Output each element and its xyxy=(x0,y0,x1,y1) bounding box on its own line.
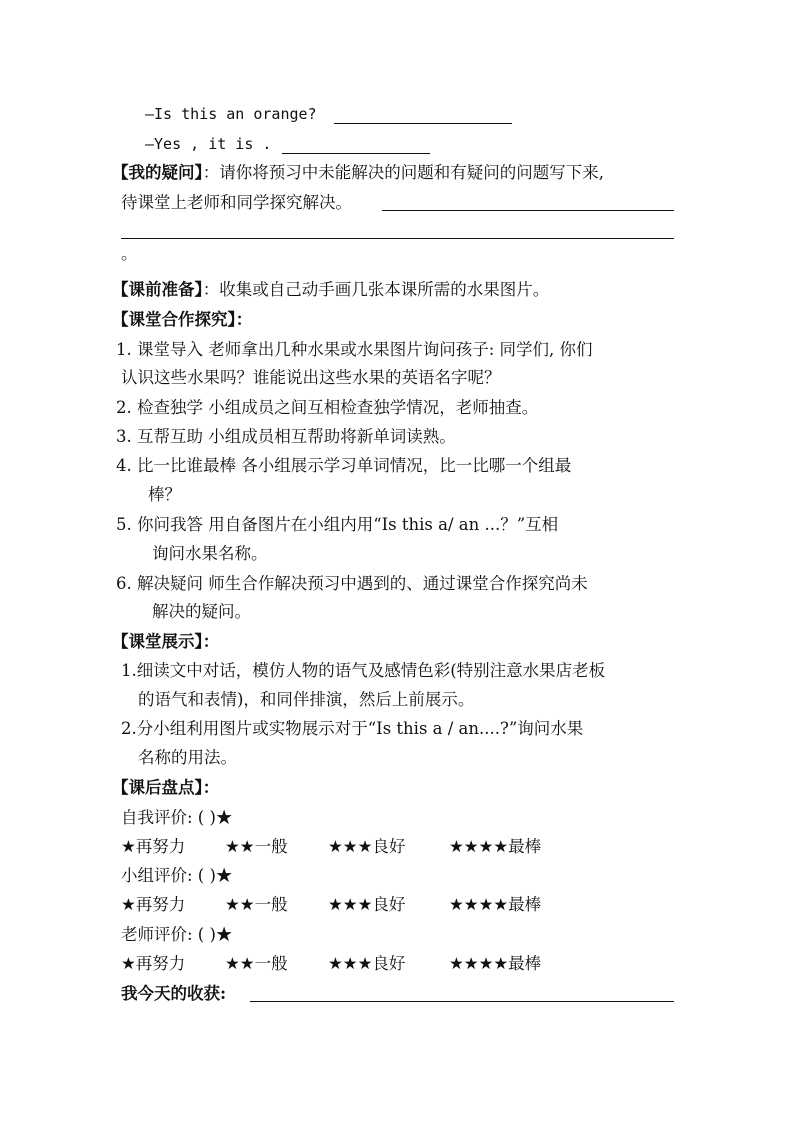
group-evaluation-levels xyxy=(121,895,541,915)
level-try-harder[interactable]: ★再努力 xyxy=(121,837,186,856)
questions-heading: 【我的疑问】 xyxy=(112,163,203,182)
group-evaluation-label: 小组评价: ( )★ xyxy=(121,866,233,885)
dialogue-question xyxy=(145,104,512,124)
prep-text: ：收集或自己动手画几张本课所需的水果图片。 xyxy=(202,280,550,299)
teacher-evaluation-label: 老师评价: ( )★ xyxy=(121,925,233,944)
explore-item-3: 3. 互帮互助 小组成员相互帮助将新单词读熟。 xyxy=(116,427,456,446)
dialogue-question-text: —Is this an orange? xyxy=(145,105,317,123)
harvest-blank[interactable] xyxy=(250,1001,674,1002)
level-try-harder[interactable]: ★再努力 xyxy=(121,954,186,973)
explore-item-1-l2: 认识这些水果吗？谁能说出这些水果的英语名字呢？ xyxy=(121,368,501,387)
explore-item-5-l2: 询问水果名称。 xyxy=(152,544,268,563)
show-item-2-l2: 名称的用法。 xyxy=(138,748,237,767)
level-good[interactable]: ★★★良好 xyxy=(328,837,406,856)
questions-text-1: ：请你将预习中未能解决的问题和有疑问的问题写下来, xyxy=(202,163,604,182)
show-item-2-l1: 2.分小组利用图片或实物展示对于“Is this a / an....?”询问水果 xyxy=(121,719,584,738)
show-colon: ： xyxy=(202,632,220,651)
show-heading: 【课堂展示】 xyxy=(112,632,203,651)
explore-item-4-l2: 棒？ xyxy=(148,485,181,504)
explore-item-6-l1: 6. 解决疑问 师生合作解决预习中遇到的、通过课堂合作探究尚未 xyxy=(116,574,588,593)
questions-line-1 xyxy=(112,163,604,183)
questions-line-2 xyxy=(121,193,352,213)
explore-item-1-l1: 1. 课堂导入 老师拿出几种水果或水果图片询问孩子: 同学们, 你们 xyxy=(116,340,593,359)
answer-blank-1[interactable] xyxy=(334,107,512,124)
explore-item-2: 2. 检查独学 小组成员之间互相检查独学情况，老师抽查。 xyxy=(116,398,539,417)
self-evaluation-label: 自我评价: ( )★ xyxy=(121,808,233,827)
questions-blank-2[interactable] xyxy=(121,238,674,239)
questions-blank-1[interactable] xyxy=(382,210,674,211)
review-heading: 【课后盘点】 xyxy=(112,778,203,797)
explore-colon: ： xyxy=(235,310,253,329)
teacher-evaluation-levels xyxy=(121,954,541,974)
review-heading-line xyxy=(112,778,219,798)
explore-item-6-l2: 解决的疑问。 xyxy=(152,602,251,621)
dialogue-answer-text: —Yes , it is . xyxy=(145,135,272,153)
explore-heading-line xyxy=(112,310,252,330)
questions-end: 。 xyxy=(121,244,138,263)
harvest-label: 我今天的收获: xyxy=(121,984,227,1003)
level-average[interactable]: ★★一般 xyxy=(225,954,288,973)
level-average[interactable]: ★★一般 xyxy=(225,837,288,856)
explore-item-5-l1: 5. 你问我答 用自备图片在小组内用“Is this a/ an ...？”互相 xyxy=(116,515,559,534)
prep-heading: 【课前准备】 xyxy=(112,280,203,299)
level-best[interactable]: ★★★★最棒 xyxy=(449,895,542,914)
show-heading-line xyxy=(112,632,219,652)
show-item-1-l1: 1.细读文中对话，模仿人物的语气及感情色彩(特别注意水果店老板 xyxy=(121,661,606,680)
show-item-1-l2: 的语气和表情)，和同伴排演，然后上前展示。 xyxy=(138,690,475,709)
self-evaluation-levels xyxy=(121,837,541,857)
level-good[interactable]: ★★★良好 xyxy=(328,954,406,973)
level-good[interactable]: ★★★良好 xyxy=(328,895,406,914)
level-try-harder[interactable]: ★再努力 xyxy=(121,895,186,914)
prep-line xyxy=(112,280,549,300)
review-colon: ： xyxy=(202,778,220,797)
level-best[interactable]: ★★★★最棒 xyxy=(449,837,542,856)
explore-item-4-l1: 4. 比一比谁最棒 各小组展示学习单词情况，比一比哪一个组最 xyxy=(116,456,572,475)
level-best[interactable]: ★★★★最棒 xyxy=(449,954,542,973)
dialogue-answer xyxy=(145,134,430,154)
questions-text-2: 待课堂上老师和同学探究解决。 xyxy=(121,193,352,212)
level-average[interactable]: ★★一般 xyxy=(225,895,288,914)
answer-blank-2[interactable] xyxy=(282,137,430,154)
explore-heading: 【课堂合作探究】 xyxy=(112,310,236,329)
